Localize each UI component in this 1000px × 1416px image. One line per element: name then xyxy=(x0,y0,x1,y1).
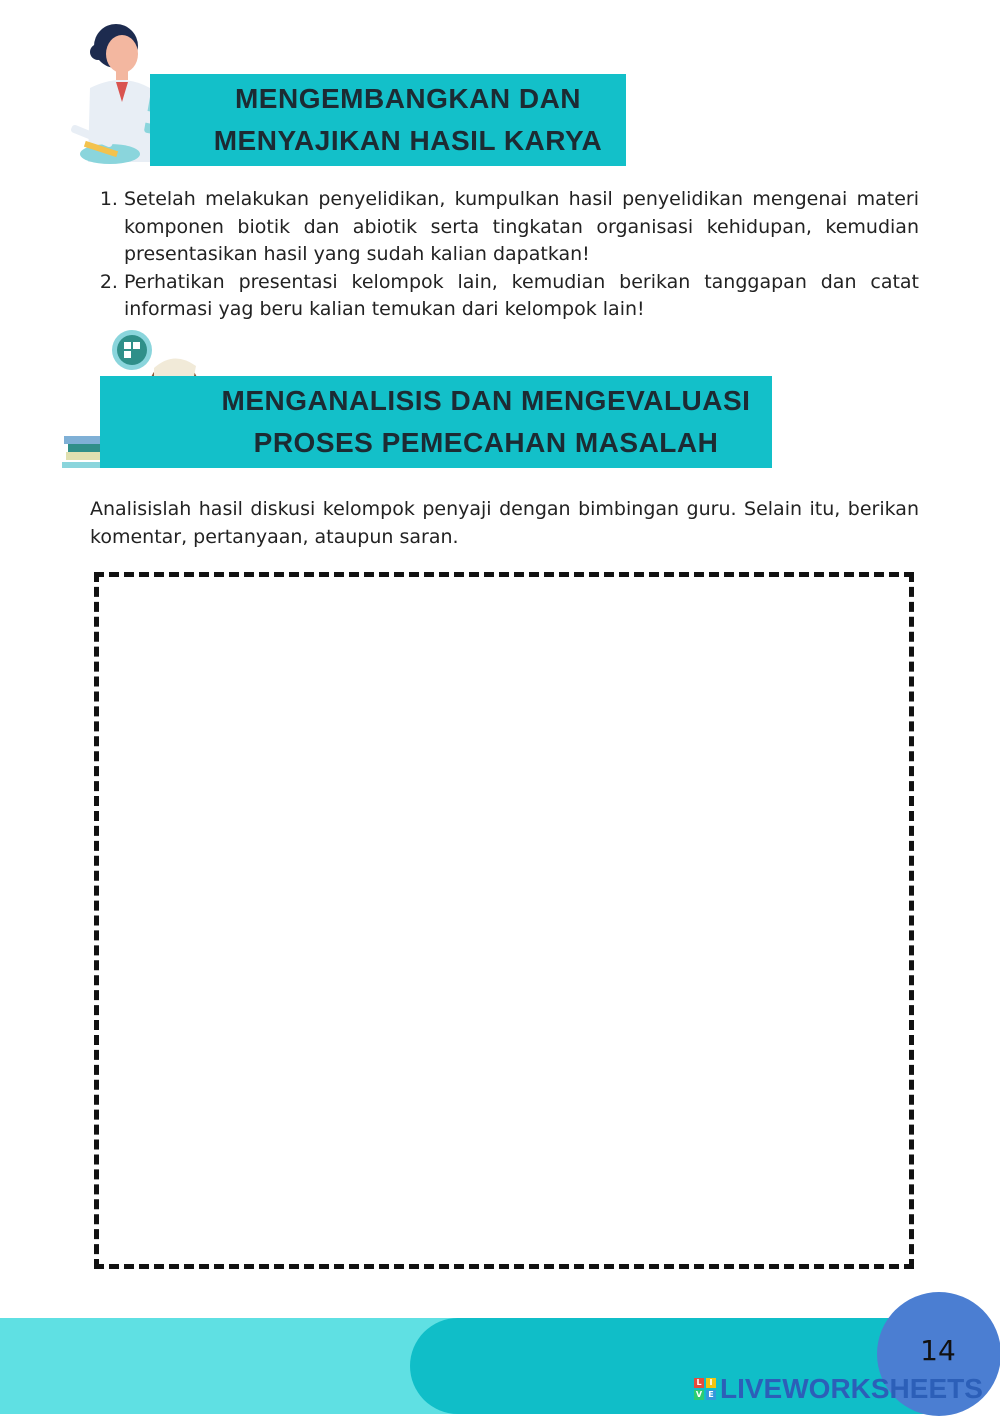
answer-box[interactable] xyxy=(94,572,914,1269)
banner-title-line: MENYAJIKAN HASIL KARYA xyxy=(213,125,603,156)
instruction-list xyxy=(92,186,919,324)
tile-letter: E xyxy=(706,1390,716,1400)
liveworksheets-brand-text: LIVEWORKSHEETS xyxy=(720,1373,983,1404)
section-banner-analyze-evaluate xyxy=(100,376,772,468)
list-item: 2. Perhatikan presentasi kelompok lain, kemudian berikan tanggapan dan catat informasi yag beru kalian temukan dari kelompok lain! xyxy=(124,269,919,324)
tile-letter: L xyxy=(694,1378,704,1388)
section-banner-develop-present xyxy=(150,74,626,166)
liveworksheets-tiles-icon xyxy=(694,1378,716,1400)
banner-title-line: PROSES PEMECAHAN MASALAH xyxy=(253,427,719,458)
page-number: 14 xyxy=(920,1334,956,1367)
liveworksheets-logo[interactable] xyxy=(694,1374,983,1404)
list-item: 1. Setelah melakukan penyelidikan, kumpulkan hasil penyelidikan mengenai materi komponen biotik dan abiotik serta tingkatan organisasi kehidupan, kemudian presentasikan hasil yang sudah kalian dapatkan! xyxy=(124,186,919,269)
banner-title-line: MENGEMBANGKAN DAN xyxy=(234,83,582,114)
tile-letter: I xyxy=(706,1378,716,1388)
tile-letter: V xyxy=(695,1390,703,1399)
analysis-instruction: Analisislah hasil diskusi kelompok penyaji dengan bimbingan guru. Selain itu, berikan komentar, pertanyaan, ataupun saran. xyxy=(90,498,919,548)
banner-title-line: MENGANALISIS DAN MENGEVALUASI xyxy=(221,385,751,416)
